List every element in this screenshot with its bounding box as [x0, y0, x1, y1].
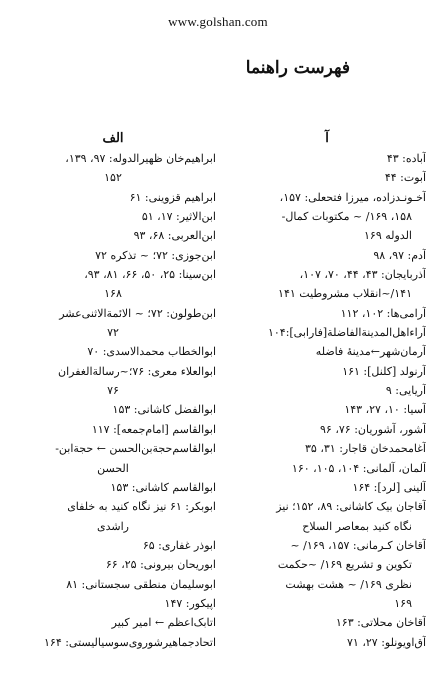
page-title: فهرست راهنما: [245, 58, 350, 78]
index-entry-line: ابراهیم قزوینی: ۶۱: [129, 190, 216, 204]
index-entry-line: آقاجان بیک کاشانی: ۸۹، ۱۵۲؛ نیز: [276, 500, 426, 514]
index-entry-line: راشدی: [97, 519, 129, 533]
index-entry-line: ابراهیم‌خان ظهیرالدوله: ۹۷، ۱۳۹،: [65, 152, 216, 165]
index-entry-line: آلینی [لرد]: ۱۶۴: [352, 480, 426, 494]
index-entry-line: ابوالعلاء معری: ۷۶؛~رسالةالغفران: [58, 364, 216, 378]
index-entry-line: آسیا: ۱۰، ۲۷، ۱۴۳: [344, 403, 426, 417]
index-entry-line: ۱۴۱/~انقلاب مشروطیت ۱۴۱: [278, 287, 412, 301]
index-entry-line: ابوبکر: ۶۱ نیز نگاه کنید به خلفای: [67, 500, 216, 514]
index-entry-line: اتابک‌اعظم ← امیر کبیر: [111, 616, 216, 630]
index-entry-line: ۱۶۹: [394, 596, 412, 610]
index-entry-line: آباده: ۴۳: [386, 152, 426, 165]
index-entry-line: آدم: ۹۷، ۹۸: [373, 248, 426, 262]
index-entry-line: آشور، آشوریان: ۷۶، ۹۶: [320, 422, 426, 436]
index-entry-line: آقاخان کـرمانی: ۱۵۷، ۱۶۹/ ~: [290, 538, 426, 552]
index-entry-line: آغامحمدخان قاجار: ۳۱، ۳۵: [305, 442, 426, 456]
index-entry-line: آریایی: ۹: [385, 384, 426, 398]
index-entry-line: آلمان، آلمانی: ۱۰۴، ۱۰۵، ۱۶۰: [291, 461, 426, 475]
index-entry-line: آبوت: ۴۴: [384, 171, 426, 185]
index-entry-line: اپیکور: ۱۴۷: [164, 596, 216, 610]
index-entry-line: ۷۲: [107, 326, 119, 340]
index-entry-line: نگاه کنید بمعاصر السلاح: [302, 519, 412, 533]
index-entry-line: ابن‌جوزی: ۷۲؛ ~ تذکره ۷۲: [95, 248, 216, 262]
index-entry-line: آخـونـدزاده، میرزا فتحعلی: ۱۵۷،: [279, 190, 426, 204]
index-entry-line: ابوالقاسم‌حجةبن‌الحسن ← حجةابن-: [55, 442, 216, 456]
index-entry-line: ۱۵۲: [104, 171, 122, 185]
index-entry-line: آرنولد [کلنل]: ۱۶۱: [342, 364, 426, 378]
index-entry-line: ابن‌سینا: ۲۵، ۵۰، ۶۶، ۸۱، ۹۳،: [84, 268, 216, 282]
index-entry-line: ابوالفضل کاشانی: ۱۵۳: [112, 403, 216, 417]
index-entry-line: ۱۶۸: [104, 287, 122, 301]
index-entry-line: اتحادجماهیرشوروی‌سوسیالیستی: ۱۶۴: [44, 635, 216, 649]
index-entry-line: ابوالخطاب محمدالاسدی: ۷۰: [87, 345, 216, 359]
index-entry-line: آق‌اویونلو: ۲۷، ۷۱: [347, 635, 426, 649]
index-column-alef-madda: [228, 128, 426, 652]
index-entry-line: آرمان‌شهر←مدینهٔ فاضله: [315, 345, 426, 359]
column-heading: آ: [325, 131, 329, 146]
index-entry-line: ابوسلیمان منطقی سجستانی: ۸۱: [66, 577, 216, 591]
index-entry-line: تکوین و تشریع ۱۶۹/ ~حکمت: [277, 558, 412, 572]
index-entry-line: الحسن: [97, 461, 129, 475]
index-entry-line: الدوله ۱۶۹: [364, 229, 412, 243]
index-entry-line: ابن‌الاثیر: ۱۷، ۵۱: [141, 210, 216, 224]
index-entry-line: آرامی‌ها: ۱۰۲، ۱۱۲: [340, 306, 426, 320]
column-heading: الف: [102, 131, 124, 146]
site-url: www.golshan.com: [168, 14, 268, 29]
index-entry-line: ۱۵۸، ۱۶۹/ ~ مکتوبات کمال-: [281, 210, 412, 224]
index-entry-line: ابن‌طولون: ۷۲؛ ~ الائمة‌الاثنی‌عشر: [59, 306, 216, 320]
index-column-alef: [10, 128, 216, 652]
index-entry-line: آذربایجان: ۴۳، ۴۴، ۷۰، ۱۰۷،: [299, 268, 426, 282]
index-entry-line: ۷۶: [107, 384, 119, 398]
index-entry-line: ابن‌العربی: ۶۸، ۹۳: [133, 229, 216, 243]
index-entry-line: آراءاهل‌المدینةالفاضلة[فارابی]:۱۰۴: [267, 326, 426, 340]
index-entry-line: ابوالقاسم کاشانی: ۱۵۳: [110, 480, 216, 494]
index-entry-line: آقاخان محلاتی: ۱۶۳: [335, 616, 426, 630]
index-entry-line: ابوریحان بیرونی: ۲۵، ۶۶: [105, 558, 216, 572]
index-entry-line: ابوذر غفاری: ۶۵: [142, 538, 216, 552]
index-entry-line: ابوالقاسم [امام‌جمعه]: ۱۱۷: [91, 422, 216, 436]
index-entry-line: نظری ۱۶۹/ ~ هشت بهشت: [285, 577, 412, 591]
